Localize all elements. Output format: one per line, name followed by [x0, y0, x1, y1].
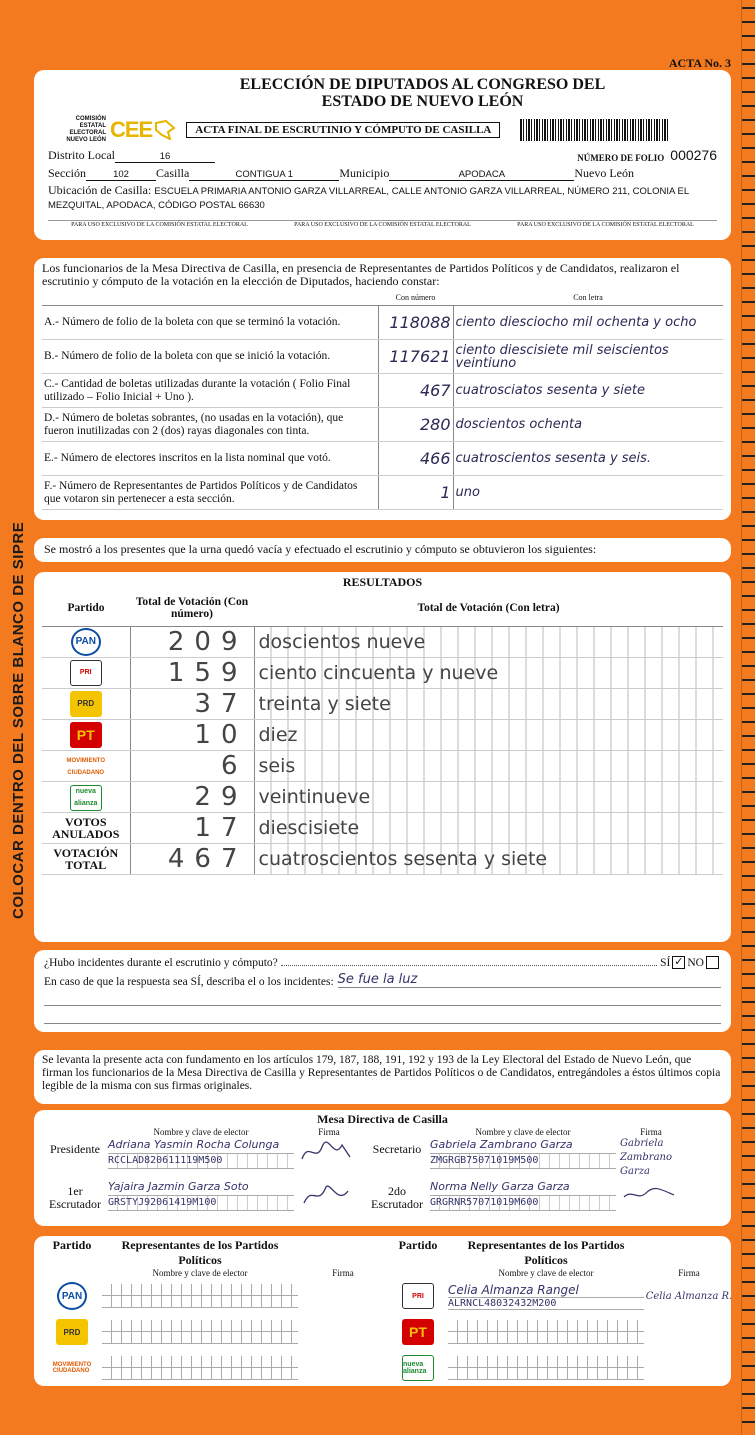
- resultados-table: Partido Total de Votación (Con número) Total de Votación (Con letra) PAN 209 doscientos nueve PRI 159 ciento cincuenta y nueve PRD 37 treinta y siete PT 10 diez MOVIMIENTO CIUDADANO 6 seis nueva alianza 29 veintinueve VOTOS ANULADOS 17 diescisiete VOTACIÓN TOTAL 467 cuatroscientos sesenta y siete: [42, 590, 723, 875]
- rep-signature-empty: [298, 1314, 388, 1350]
- party-logo-pan: PAN: [71, 628, 101, 656]
- acta-number: ACTA No. 3: [668, 56, 731, 70]
- resultados-row: [42, 688, 723, 719]
- party-logo-prd: PRD: [70, 691, 102, 717]
- seccion-value: 102: [86, 169, 156, 181]
- municipio-value: APODACA: [389, 169, 574, 181]
- votes-letra: diez: [254, 719, 723, 750]
- mesa-title: Mesa Directiva de Casilla: [317, 1112, 448, 1126]
- row-number: 118088: [378, 306, 453, 340]
- votes-number: 467: [130, 843, 254, 874]
- row-letra: ciento diescisiete mil seiscientos veintiuno: [453, 340, 723, 374]
- party-cell: [42, 657, 130, 688]
- escrutador2-label: 2do Escrutador: [371, 1184, 423, 1211]
- party-cell: [42, 688, 130, 719]
- incidentes-card: ¿Hubo incidentes durante el escrutinio y cómputo? SÍ ✓ NO En caso de que la respuesta sea SÍ, describa el o los incidentes: Se fue la luz: [34, 950, 731, 1032]
- row-label: B.- Número de folio de la boleta con que se inició la votación.: [42, 340, 378, 374]
- votes-number: 10: [130, 719, 254, 750]
- barcode: [520, 119, 670, 141]
- party-logo-mc: MOVIMIENTO CIUDADANO: [56, 1355, 88, 1381]
- votes-number: 37: [130, 688, 254, 719]
- resultados-row: [42, 719, 723, 750]
- rep-name-boxes: [102, 1278, 298, 1314]
- rep-signature-empty: [298, 1278, 388, 1314]
- casilla-value: CONTIGUA 1: [189, 169, 339, 181]
- logo-row: [48, 116, 717, 144]
- side-instruction: COLOCAR DENTRO DEL SOBRE BLANCO DE SIPRE: [10, 521, 27, 919]
- votes-number: 6: [130, 750, 254, 781]
- votes-number: 209: [130, 626, 254, 657]
- funcionarios-row: [42, 408, 723, 442]
- funcionarios-row: [42, 306, 723, 340]
- row-letra: uno: [453, 476, 723, 510]
- escrutador1-label: 1er Escrutador: [49, 1184, 101, 1211]
- row-number: 466: [378, 442, 453, 476]
- rep-name-boxes: [102, 1350, 298, 1386]
- rep-signature-empty: [298, 1350, 388, 1386]
- resultados-row: [42, 781, 723, 812]
- party-cell: [42, 719, 130, 750]
- row-letra: doscientos ochenta: [453, 408, 723, 442]
- escrutador1-clave: GRSTYJ92061419M100: [108, 1196, 294, 1211]
- party-logo-nva: nueva alianza: [70, 785, 102, 811]
- election-title: ELECCIÓN DE DIPUTADOS AL CONGRESO DEL ESTADO DE NUEVO LEÓN: [239, 76, 606, 110]
- summary-label: VOTACIÓN TOTAL: [42, 843, 130, 874]
- votes-letra: treinta y siete: [254, 688, 723, 719]
- exclusive-use-strip: PARA USO EXCLUSIVO DE LA COMISIÓN ESTATAL ELECTORAL PARA USO EXCLUSIVO DE LA COMISIÓN ESTATAL ELECTORAL PARA USO EXCLUSIVO DE LA COMISIÓN ESTATAL ELECTORAL: [48, 220, 717, 228]
- header-card: ELECCIÓN DE DIPUTADOS AL CONGRESO DEL ESTADO DE NUEVO LEÓN COMISIÓN ESTATAL ELECTORAL NUEVO LEÓN CEE ACTA FINAL DE ESCRUTINIO Y CÓMPUTO DE CASILLA Distrito Local 16 NÚMERO DE FOLIO 000276 Sección 102 Casilla CONTIGUA 1 Municipio APODACA Nuevo León Ubicación de Casilla: ESCUELA PRIMARIA ANTONIO GARZA VILLARREAL, CALLE ANTONIO GARZA VILLARREAL, NÚMERO 211, COLONIA EL MEZQUITAL, APODACA, CÓDIGO POSTAL 66630 PARA USO EXCLUSIVO DE LA COMISIÓN ESTATAL ELECTORAL PARA USO EXCLUSIVO DE LA COMISIÓN ESTATAL ELECTORAL PARA USO EXCLUSIVO DE LA COMISIÓN ESTATAL ELECTORAL: [34, 70, 731, 240]
- funcionarios-intro: Los funcionarios de la Mesa Directiva de Casilla, en presencia de Representantes de Partidos Políticos y de Candidatos, realizaron el escrutinio y cómputo de la votación en la elección de Diputados, haciendo constar:: [42, 261, 680, 288]
- no-checkbox[interactable]: [706, 956, 719, 969]
- cee-small-text: COMISIÓN ESTATAL ELECTORAL NUEVO LEÓN: [66, 116, 106, 143]
- ubicacion-value: ESCUELA PRIMARIA ANTONIO GARZA VILLARREAL, CALLE ANTONIO GARZA VILLARREAL, NÚMERO 211, COLONIA EL MEZQUITAL, APODACA, CÓDIGO POSTAL 66630: [48, 186, 689, 211]
- resultados-title: RESULTADOS: [342, 575, 423, 589]
- secretario-label: Secretario: [372, 1142, 422, 1156]
- acta-final-box: ACTA FINAL DE ESCRUTINIO Y CÓMPUTO DE CASILLA: [186, 122, 500, 138]
- resultados-row: [42, 843, 723, 874]
- resultados-row: [42, 626, 723, 657]
- votes-letra: doscientos nueve: [254, 626, 723, 657]
- row-letra: ciento diesciocho mil ochenta y ocho: [453, 306, 723, 340]
- party-logo-pt: PT: [402, 1319, 434, 1345]
- funcionarios-row: [42, 374, 723, 408]
- representantes-card: Partido Representantes de los Partidos Políticos Partido Representantes de los Partidos Políticos Nombre y clave de elector Firma Nombre y clave de elector Firma PAN PRI Celia Almanza Rangel ALRNCL48032432M200 Celia Almanza R. PRD PT MOVIMIENTO CIUDADANO nueva alianza: [34, 1236, 731, 1386]
- incidentes-answer: Se fue la luz: [338, 972, 721, 988]
- rep-name-boxes: [102, 1314, 298, 1350]
- votes-number: 159: [130, 657, 254, 688]
- escrutador2-signature: [616, 1179, 686, 1214]
- party-logo-pt: PT: [70, 722, 102, 748]
- mostro-card: Se mostró a los presentes que la urna quedó vacía y efectuado el escrutinio y cómputo se obtuvieron los siguientes:: [34, 538, 731, 562]
- row-letra: cuatroscientos sesenta y seis.: [453, 442, 723, 476]
- escrutador1-signature: [294, 1179, 364, 1214]
- party-logo-pri: PRI: [70, 660, 102, 686]
- votes-number: 29: [130, 781, 254, 812]
- presidente-signature: [294, 1137, 364, 1179]
- row-label: C.- Cantidad de boletas utilizadas durante la votación ( Folio Final utilizado – Folio Inicial + Uno ).: [42, 374, 378, 408]
- rep-signature-empty: [644, 1314, 734, 1350]
- funcionarios-card: [34, 258, 731, 520]
- si-checkbox[interactable]: ✓: [674, 956, 684, 968]
- party-cell: [42, 626, 130, 657]
- funcionarios-table: Con número Con letra A.- Número de folio de la boleta con que se terminó la votación. 118088 ciento diesciocho mil ochenta y ocho B.- Número de folio de la boleta con que se inició la votación. 117621 ciento diescisiete mil seiscientos veintiuno C.- Cantidad de boletas utilizadas durante la votación ( Folio Final utilizado – Folio Inicial + Uno ). 467 cuatrosciatos sesenta y siete D.- Número de boletas sobrantes, (no usadas en la votación), que fueron inutilizadas con 2 (dos) rayas diagonales con tinta. 280 doscientos ochenta E.- Número de electores inscritos en la lista nominal que votó. 466 cuatroscientos sesenta y seis. F.- Número de Representantes de Partidos Políticos y de Candidatos que votaron sin pertenecer a esta sección. 1 uno: [42, 290, 723, 510]
- spiral-binding: [741, 0, 755, 1435]
- funcionarios-row: [42, 442, 723, 476]
- levanta-card: Se levanta la presente acta con fundamento en los artículos 179, 187, 188, 191, 192 y 193 de la Ley Electoral del Estado de Nuevo León, que firman los funcionarios de la Mesa Directiva de Casilla y Representantes de Partidos Políticos o de Candidatos, entregándoles a éstos últimos copia legible de la misma con sus firmas originales.: [34, 1050, 731, 1104]
- rep-clave: ALRNCL48032432M200: [448, 1298, 644, 1310]
- mesa-directiva-card: Mesa Directiva de Casilla Nombre y clave de elector Firma Nombre y clave de elector Firma Presidente Adriana Yasmin Rocha Colunga RCCLAD820611119M500 Secretario Gabriela Zambrano Garza ZMGRGB75071019M500 Gabriela Zambrano Garza 1er Escrutador Yajaira Jazmin Garza Soto GRSTYJ92061419M100 2do Escrutador Norma Nelly Garza Garza GRGRNR57071019M600: [34, 1110, 731, 1226]
- presidente-name: Adriana Yasmin Rocha Colunga: [108, 1137, 294, 1154]
- votes-letra: seis: [254, 750, 723, 781]
- row-label: E.- Número de electores inscritos en la lista nominal que votó.: [42, 442, 378, 476]
- votes-letra: ciento cincuenta y nueve: [254, 657, 723, 688]
- resultados-row: [42, 812, 723, 843]
- votes-letra: diescisiete: [254, 812, 723, 843]
- secretario-signature: Gabriela Zambrano Garza: [620, 1138, 672, 1177]
- party-cell: [42, 750, 130, 781]
- party-logo-pan: PAN: [57, 1282, 87, 1310]
- votes-number: 17: [130, 812, 254, 843]
- resultados-row: [42, 750, 723, 781]
- rep-name-boxes: [448, 1350, 644, 1386]
- presidente-label: Presidente: [50, 1142, 100, 1156]
- row-label: A.- Número de folio de la boleta con que se terminó la votación.: [42, 306, 378, 340]
- rep-name: Celia Almanza Rangel: [448, 1283, 644, 1298]
- resultados-card: [34, 572, 731, 942]
- presidente-clave: RCCLAD820611119M500: [108, 1154, 294, 1169]
- row-number: 467: [378, 374, 453, 408]
- distrito-value: 16: [115, 151, 215, 163]
- row-label: D.- Número de boletas sobrantes, (no usadas en la votación), que fueron inutilizadas con 2 (dos) rayas diagonales con tinta.: [42, 408, 378, 442]
- party-logo-pri: PRI: [402, 1283, 434, 1309]
- party-logo-prd: PRD: [56, 1319, 88, 1345]
- funcionarios-row: [42, 340, 723, 374]
- escrutador2-clave: GRGRNR57071019M600: [430, 1196, 616, 1211]
- cee-logo: CEE: [110, 117, 153, 142]
- row-label: F.- Número de Representantes de Partidos Políticos y de Candidatos que votaron sin pertenecer a esta sección.: [42, 476, 378, 510]
- votes-letra: cuatroscientos sesenta y siete: [254, 843, 723, 874]
- summary-label: VOTOS ANULADOS: [42, 812, 130, 843]
- escrutador2-name: Norma Nelly Garza Garza: [430, 1179, 616, 1196]
- row-letra: cuatrosciatos sesenta y siete: [453, 374, 723, 408]
- incidentes-question: ¿Hubo incidentes durante el escrutinio y cómputo?: [44, 957, 278, 969]
- nuevo-leon-map-icon: [154, 120, 176, 140]
- secretario-clave: ZMGRGB75071019M500: [430, 1154, 616, 1169]
- secretario-name: Gabriela Zambrano Garza: [430, 1137, 616, 1154]
- party-cell: [42, 781, 130, 812]
- resultados-row: [42, 657, 723, 688]
- party-logo-mc: MOVIMIENTO CIUDADANO: [70, 754, 102, 780]
- row-number: 1: [378, 476, 453, 510]
- rep-signature: Celia Almanza R.: [645, 1290, 733, 1302]
- rep-name-boxes: [448, 1314, 644, 1350]
- funcionarios-row: [42, 476, 723, 510]
- row-number: 280: [378, 408, 453, 442]
- party-logo-nva: nueva alianza: [402, 1355, 434, 1381]
- row-number: 117621: [378, 340, 453, 374]
- rep-signature-empty: [644, 1350, 734, 1386]
- folio-number: 000276: [670, 147, 717, 163]
- rep-name-filled: [448, 1278, 644, 1314]
- escrutador1-name: Yajaira Jazmin Garza Soto: [108, 1179, 294, 1196]
- votes-letra: veintinueve: [254, 781, 723, 812]
